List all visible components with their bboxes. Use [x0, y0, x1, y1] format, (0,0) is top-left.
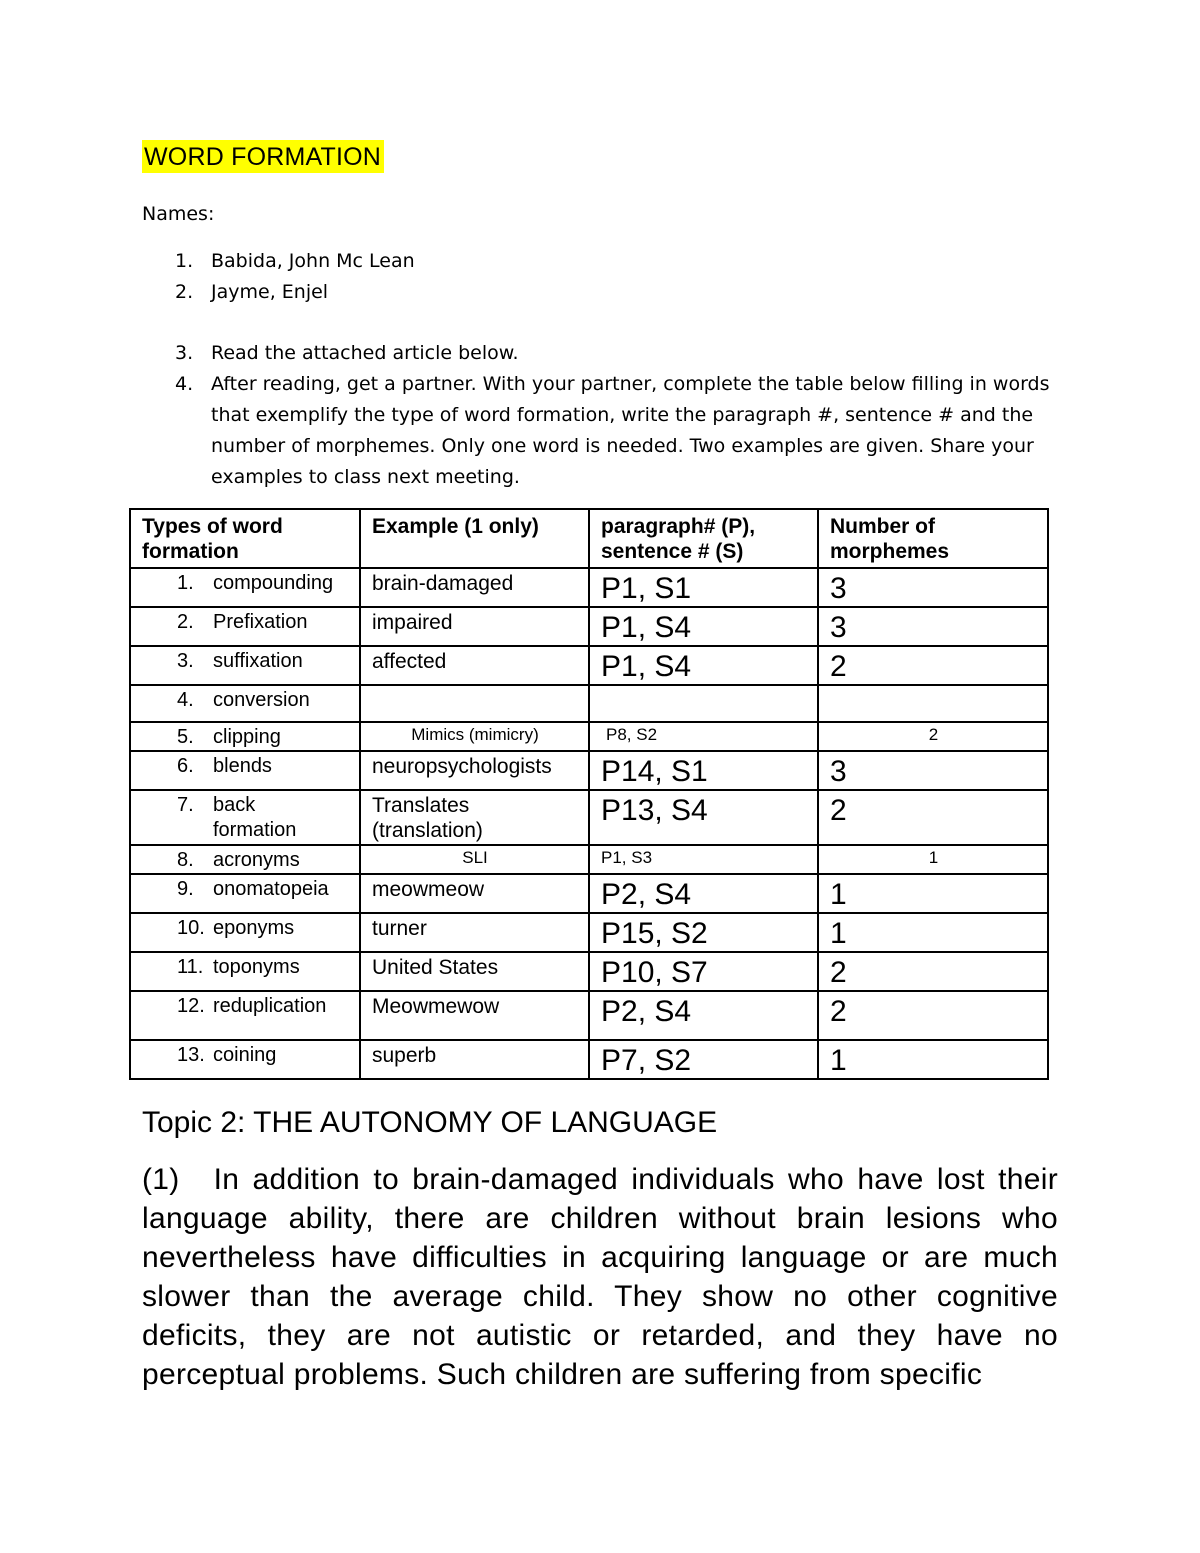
word-formation-table [129, 508, 1049, 1080]
row-number: 7. [177, 794, 194, 816]
list-item [142, 246, 1072, 277]
example-cell: turner [360, 913, 589, 952]
reference-cell: P1, S4 [589, 646, 818, 685]
list-item [142, 277, 1072, 308]
table-header-row [130, 509, 1048, 568]
row-number: 9. [177, 878, 194, 900]
reference-cell: P10, S7 [589, 952, 818, 991]
morphemes-cell: 2 [818, 952, 1048, 991]
reference-cell: P13, S4 [589, 790, 818, 845]
header-example: Example (1 only) [360, 509, 589, 568]
morphemes-cell: 3 [818, 607, 1048, 646]
type-cell [130, 751, 360, 790]
list-number: 1. [175, 250, 194, 272]
reference-cell: P7, S2 [589, 1040, 818, 1079]
morphemes-cell: 1 [818, 874, 1048, 913]
morphemes-cell: 2 [818, 646, 1048, 685]
table-row [130, 913, 1048, 952]
type-label: back formation [213, 794, 297, 841]
example-cell: neuropsychologists [360, 751, 589, 790]
reference-cell: P1, S4 [589, 607, 818, 646]
reference-cell: P2, S4 [589, 874, 818, 913]
table-row [130, 646, 1048, 685]
row-number: 5. [177, 726, 194, 748]
type-label: compounding [213, 572, 334, 594]
table-row [130, 952, 1048, 991]
type-cell [130, 952, 360, 991]
type-label: clipping [213, 726, 281, 748]
row-number: 12. [177, 995, 205, 1017]
type-cell [130, 607, 360, 646]
header-reference: paragraph# (P), sentence # (S) [589, 509, 818, 568]
list-number: 4. [175, 373, 194, 395]
example-cell: brain-damaged [360, 568, 589, 607]
reference-cell: P15, S2 [589, 913, 818, 952]
type-label: blends [213, 755, 272, 777]
list-text: Read the attached article below. [211, 342, 519, 364]
document-title: WORD FORMATION [142, 140, 384, 173]
type-cell [130, 874, 360, 913]
title-wrap [142, 143, 384, 172]
row-number: 10. [177, 917, 205, 939]
header-morphemes: Number of morphemes [818, 509, 1048, 568]
reference-cell: P14, S1 [589, 751, 818, 790]
paragraph-text: In addition to brain-damaged individuals who have lost their language ability, there are children without brain lesions who nevertheless have difficulties in acquiring language or are much slower than the average child. They show no other cognitive deficits, they are not autistic or retarded, and they have no perceptual problems. Such children are suffering from specific [142, 1163, 1058, 1391]
type-label: Prefixation [213, 611, 308, 633]
type-label: reduplication [213, 995, 327, 1017]
morphemes-cell: 2 [818, 722, 1048, 751]
table-row [130, 874, 1048, 913]
type-label: onomatopeia [213, 878, 329, 900]
row-number: 3. [177, 650, 194, 672]
row-number: 1. [177, 572, 194, 594]
type-cell [130, 568, 360, 607]
list-text: After reading, get a partner. With your partner, complete the table below filling in words that exemplify the type of word formation, write the paragraph #, sentence # and the number of morphemes. Only one word is needed. Two examples are given. Share your examples to class next meeting. [211, 373, 1050, 488]
names-label: Names: [142, 203, 215, 225]
morphemes-cell: 3 [818, 751, 1048, 790]
paragraph-number: (1) [142, 1163, 180, 1196]
table-row [130, 991, 1048, 1040]
list-text: Babida, John Mc Lean [211, 250, 415, 272]
reference-cell: P1, S1 [589, 568, 818, 607]
reference-cell: P1, S3 [589, 845, 818, 874]
morphemes-cell: 2 [818, 790, 1048, 845]
example-cell [360, 685, 589, 722]
table-row [130, 568, 1048, 607]
type-cell [130, 722, 360, 751]
type-cell [130, 991, 360, 1040]
example-cell: Meowmewow [360, 991, 589, 1040]
type-label: toponyms [213, 956, 300, 978]
topic-heading: Topic 2: THE AUTONOMY OF LANGUAGE [142, 1106, 718, 1139]
morphemes-cell: 1 [818, 1040, 1048, 1079]
type-cell [130, 845, 360, 874]
table-row [130, 1040, 1048, 1079]
type-label: suffixation [213, 650, 303, 672]
header-types: Types of word formation [130, 509, 360, 568]
table-row [130, 607, 1048, 646]
table-row [130, 751, 1048, 790]
reference-cell: P2, S4 [589, 991, 818, 1040]
type-label: coining [213, 1044, 277, 1066]
list-item [142, 338, 1072, 369]
row-number: 2. [177, 611, 194, 633]
morphemes-cell: 3 [818, 568, 1048, 607]
table-row [130, 845, 1048, 874]
row-number: 4. [177, 689, 194, 711]
type-cell [130, 1040, 360, 1079]
row-number: 6. [177, 755, 194, 777]
type-label: conversion [213, 689, 310, 711]
example-cell: superb [360, 1040, 589, 1079]
type-cell [130, 646, 360, 685]
row-number: 11. [177, 956, 204, 978]
article-paragraph [142, 1160, 1058, 1394]
type-cell [130, 913, 360, 952]
table-row [130, 790, 1048, 845]
table-row [130, 722, 1048, 751]
type-label: eponyms [213, 917, 295, 939]
row-number: 8. [177, 849, 194, 871]
morphemes-cell: 1 [818, 845, 1048, 874]
example-cell: meowmeow [360, 874, 589, 913]
list-number: 2. [175, 281, 194, 303]
type-label: acronyms [213, 849, 300, 871]
example-cell: Mimics (mimicry) [360, 722, 589, 751]
morphemes-cell [818, 685, 1048, 722]
example-cell: SLI [360, 845, 589, 874]
row-number: 13. [177, 1044, 205, 1066]
list-number: 3. [175, 342, 194, 364]
instruction-list [142, 246, 1072, 493]
reference-cell: P8, S2 [589, 722, 818, 751]
example-cell: Translates (translation) [360, 790, 589, 845]
morphemes-cell: 2 [818, 991, 1048, 1040]
example-cell: impaired [360, 607, 589, 646]
reference-cell [589, 685, 818, 722]
type-cell [130, 790, 360, 845]
list-item [142, 369, 1072, 493]
table-row [130, 685, 1048, 722]
morphemes-cell: 1 [818, 913, 1048, 952]
type-cell [130, 685, 360, 722]
list-text: Jayme, Enjel [211, 281, 329, 303]
example-cell: United States [360, 952, 589, 991]
example-cell: affected [360, 646, 589, 685]
